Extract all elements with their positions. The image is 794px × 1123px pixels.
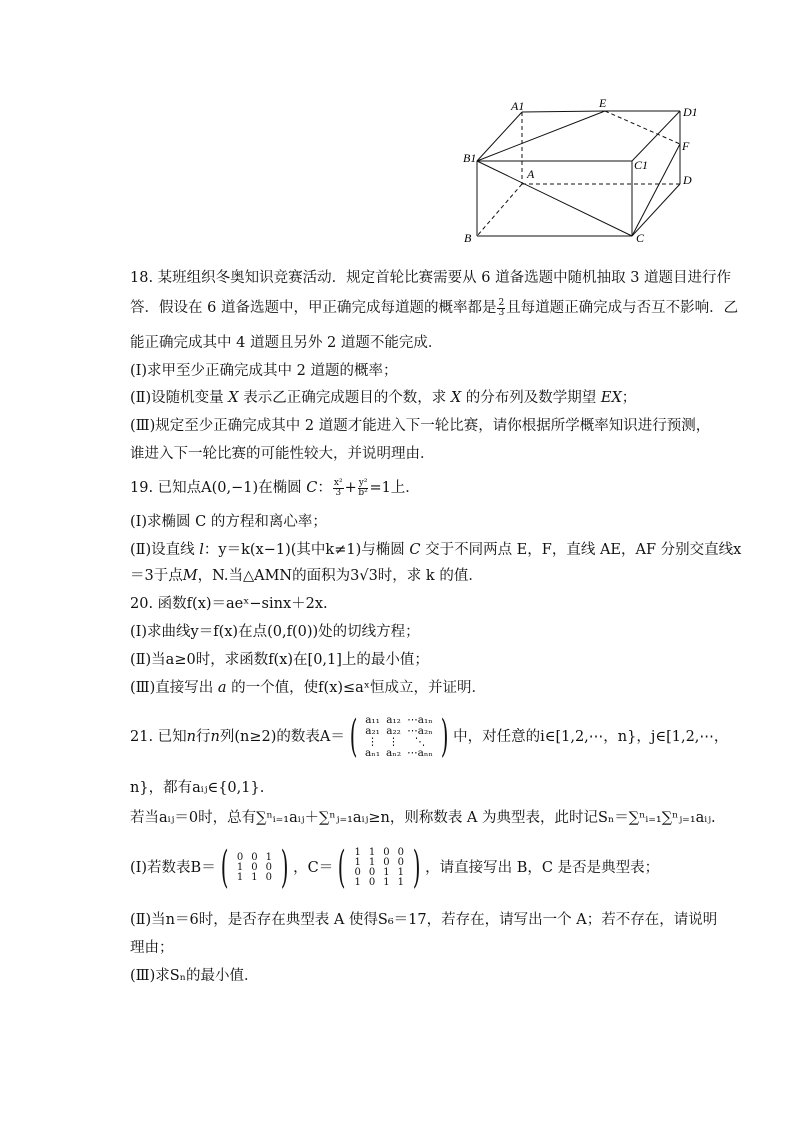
matrix-b-row: [233, 873, 276, 883]
matrix-c-cell: 0: [368, 867, 376, 878]
matrix-a-row: [362, 748, 436, 759]
matrix-a: ( a₁₁ a₁₂ ⋯a₁ₙ a₂₁ a₂₂ ⋯a₂ₙ ⋮ ⋮ ⋱ aₙ₁ aₙ₂ ⋯aₙₙ ): [349, 711, 449, 762]
q21-part3: (Ⅲ)求Sₙ的最小值．: [130, 968, 259, 984]
matrix-c: ( 1 1 0 0 1 1 0 0 0 0 1 1 1 0 1 1 ): [338, 842, 421, 893]
matrix-c-row: [350, 878, 408, 888]
prism-diagram: [455, 94, 705, 254]
q21-line3: 若当aᵢⱼ＝0时，总有∑ⁿᵢ₌₁aᵢⱼ＋∑ⁿⱼ₌₁aᵢⱼ≥n，则称数表 A 为典型表，此时记Sₙ＝∑ⁿᵢ₌₁∑ⁿⱼ₌₁aᵢⱼ.: [130, 810, 716, 826]
matrix-b-cell: 1: [236, 862, 244, 873]
label-a1: A1: [511, 99, 525, 113]
matrix-a-cell: ⋯a₂ₙ: [407, 725, 433, 737]
matrix-a-cell: ⋮: [388, 736, 399, 748]
edge-a1-e: [522, 111, 605, 112]
matrix-c-cell: 0: [383, 857, 390, 868]
matrix-c-cell: 1: [397, 877, 404, 888]
matrix-b-cell: 0: [265, 872, 272, 883]
matrix-a-cell: a₁₁: [365, 714, 380, 726]
matrix-c-cell: 1: [383, 877, 390, 888]
label-e: E: [599, 96, 607, 110]
q18-part2: (Ⅱ)设随机变量 X 表示乙正确完成题目的个数，求 X 的分布列及数学期望 EX；: [130, 390, 637, 406]
matrix-b-cell: 0: [236, 852, 244, 863]
matrix-a-cell: a₂₁: [365, 725, 380, 737]
q20-part1: (Ⅰ)求曲线y＝f(x)在点(0,f(0))处的切线方程；: [130, 624, 420, 640]
matrix-b-cell: 0: [251, 862, 258, 873]
edge-a1-b1: [477, 112, 522, 161]
matrix-a-cell: aₙ₂: [386, 747, 402, 759]
q19-fraction-x: $\frac{\text{x²}}{3}$: [333, 477, 343, 498]
matrix-a-cell: ⋯aₙₙ: [407, 747, 433, 759]
matrix-b-cell: 1: [251, 872, 258, 883]
label-b1: B1: [463, 151, 477, 165]
matrix-a-cell: ⋮: [367, 736, 378, 748]
q19-line1: 19. 已知点A(0,−1)在椭圆 C： $\frac{\text{x²}}{3}$ + $\frac{\text{y²}}{\text{b²}}$ =1上．: [130, 477, 420, 498]
matrix-c-cell: 0: [368, 877, 376, 888]
q20-line1: 20. 函数f(x)＝aeˣ−sinx＋2x.: [130, 596, 328, 612]
q18-part3: (Ⅲ)规定至少正确完成其中 2 道题才能进入下一轮比赛，请你根据所学概率知识进行预测，: [130, 418, 711, 434]
geometry-figure: [455, 94, 705, 254]
edge-b1-c: [477, 161, 632, 236]
matrix-b-cell: 1: [265, 852, 272, 863]
q18-fraction: $\frac{2}{3}$: [498, 297, 505, 318]
matrix-c-cell: 1: [354, 877, 361, 888]
q19-part1: (Ⅰ)求椭圆 C 的方程和离心率；: [130, 514, 327, 530]
q18-part3-cont: 谁进入下一轮比赛的可能性较大，并说明理由．: [130, 446, 435, 462]
label-a: A: [527, 167, 535, 181]
matrix-b-cell: 0: [251, 852, 258, 863]
edge-d-c: [632, 184, 680, 236]
edge-e-f: [605, 111, 680, 144]
q20-part3: (Ⅲ)直接写出 a 的一个值，使f(x)≤aˣ恒成立，并证明．: [130, 680, 486, 696]
label-f: F: [682, 139, 690, 153]
matrix-c-cell: 1: [383, 867, 390, 878]
q21-part1: (Ⅰ)若数表B＝ ( 0 0 1 1 0 0 1 1 0 ) ，C＝ ( 1 1 0 0 1 1 0 0 0 0 1 1 1 0 1 1 ) ，请直接写出 B，C 是否是典型表；: [130, 842, 660, 893]
edge-a-b: [477, 184, 522, 236]
matrix-a-cell: aₙ₁: [365, 747, 381, 759]
matrix-b-cell: 1: [236, 872, 244, 883]
q18-line3: 能正确完成其中 4 道题且另外 2 道题不能完成．: [130, 335, 443, 351]
q18-line2-a: 答．假设在 6 道备选题中，甲正确完成每道题的概率都是: [130, 300, 497, 316]
q18-line2-b: 且每道题正确完成与否互不影响．乙: [506, 300, 739, 316]
label-d1: D1: [683, 105, 698, 119]
label-b: B: [464, 231, 472, 245]
q20-part2: (Ⅱ)当a≥0时，求函数f(x)在[0,1]上的最小值；: [130, 652, 429, 668]
matrix-c-cell: 0: [354, 867, 361, 878]
matrix-a-cell: ⋯a₁ₙ: [407, 714, 433, 726]
matrix-c-cell: 1: [368, 847, 376, 858]
matrix-c-cell: 1: [368, 857, 376, 868]
matrix-b-cell: 0: [265, 862, 272, 873]
q21-part2: (Ⅱ)当n＝6时，是否存在典型表 A 使得S₆＝17，若存在，请写出一个 A；若不存在，请说明: [130, 912, 718, 928]
label-c1: C1: [634, 158, 649, 172]
q18-part1: (Ⅰ)求甲至少正确完成其中 2 道题的概率；: [130, 363, 398, 379]
matrix-a-cell: ⋱: [414, 736, 426, 748]
q18-line1: 18. 某班组织冬奥知识竞赛活动．规定首轮比赛需要从 6 道备选题中随机抽取 3 道题目进行作: [130, 270, 732, 286]
matrix-a-cell: a₁₂: [386, 714, 401, 726]
q21-part2-cont: 理由；: [130, 940, 174, 956]
matrix-c-cell: 0: [383, 847, 390, 858]
matrix-c-cell: 1: [354, 847, 361, 858]
edge-b1-e: [477, 111, 605, 161]
label-c: C: [636, 231, 645, 245]
label-d: D: [683, 173, 692, 187]
q19-part2: (Ⅱ)设直线 l：y＝k(x−1)(其中k≠1)与椭圆 C 交于不同两点 E，F，直线 AE，AF 分别交直线x: [130, 542, 742, 558]
matrix-c-cell: 1: [354, 857, 361, 868]
matrix-c-cell: 1: [397, 867, 404, 878]
matrix-c-cell: 0: [397, 857, 404, 868]
matrix-a-cell: a₂₂: [386, 725, 401, 737]
edge-d1-c1: [632, 111, 680, 161]
q21-line2: n}，都有aᵢⱼ∈{0,1}.: [130, 780, 265, 796]
q19-part2-cont: ＝3于点M，N.当△AMN的面积为3√3时，求 k 的值．: [130, 568, 483, 584]
q19-fraction-y: $\frac{\text{y²}}{\text{b²}}$: [358, 477, 368, 498]
q21-line1: 21. 已知 n 行 n 列(n≥2)的数表A＝ ( a₁₁ a₁₂ ⋯a₁ₙ a₂₁ a₂₂ ⋯a₂ₙ ⋮ ⋮ ⋱ aₙ₁ aₙ₂ ⋯aₙₙ ) 中，对任意的i∈[1,2,⋯，n}，j∈[1,2,⋯，: [130, 711, 729, 762]
matrix-b: ( 0 0 1 1 0 0 1 1 0 ): [220, 842, 289, 893]
q18-line2: [130, 298, 738, 318]
matrix-c-cell: 0: [397, 847, 404, 858]
